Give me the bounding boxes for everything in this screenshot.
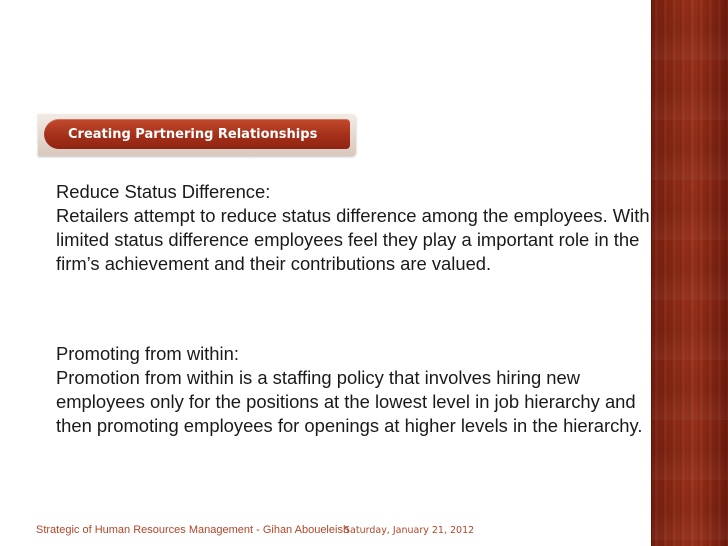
- section-promoting-from-within: [56, 342, 656, 438]
- section-body-line: Retailers attempt to reduce status difference among the employees. With: [56, 205, 650, 226]
- footer-author: Strategic of Human Resources Management - Gihan Aboueleish: [36, 524, 350, 536]
- section-body-line: Promotion from within is a staffing policy that involves hiring new: [56, 367, 581, 388]
- section-heading: Promoting from within:: [56, 343, 239, 364]
- section-body-line: limited status difference employees feel they play a important role in the: [56, 229, 640, 250]
- decorative-side-band: [651, 0, 728, 546]
- footer-date: Saturday, January 21, 2012: [344, 525, 475, 536]
- section-body-line: then promoting employees for openings at higher levels in the hierarchy.: [56, 415, 643, 436]
- slide-title: Creating Partnering Relationships: [68, 127, 318, 142]
- section-body-line: employees only for the positions at the lowest level in job hierarchy and: [56, 391, 636, 412]
- section-heading: Reduce Status Difference:: [56, 181, 271, 202]
- section-body-line: firm’s achievement and their contributions are valued.: [56, 253, 492, 274]
- section-reduce-status-difference: [56, 180, 656, 276]
